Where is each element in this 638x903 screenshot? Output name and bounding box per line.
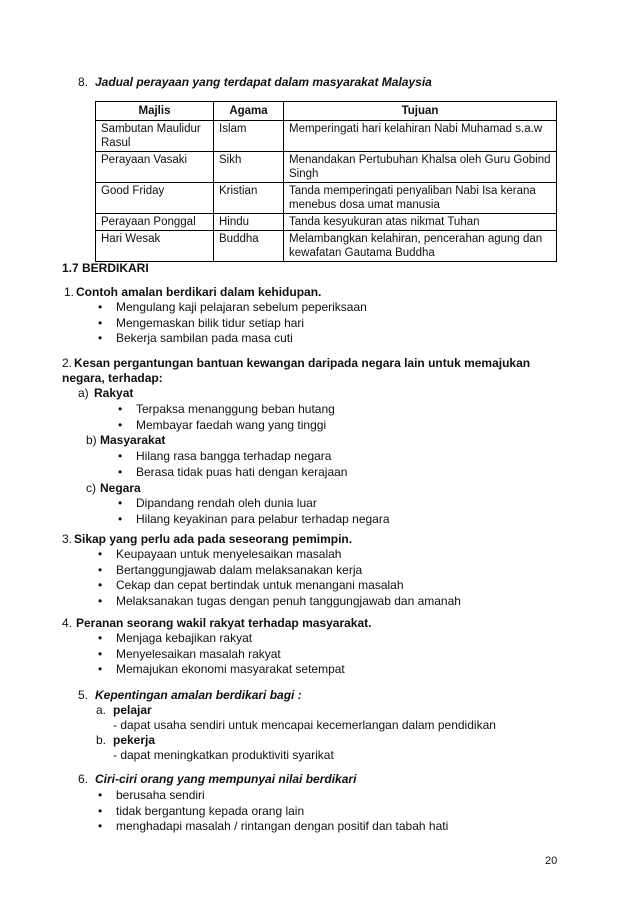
q2-a-title: Rakyat — [94, 386, 134, 400]
table-cell: Buddha — [214, 231, 284, 262]
table-row — [96, 231, 557, 262]
table-cell: Memperingati hari kelahiran Nabi Muhamad s.a.w — [284, 121, 557, 152]
table-cell: Hari Wesak — [96, 231, 214, 262]
column-header: Tujuan — [284, 102, 557, 121]
list-item: • Hilang rasa bangga terhadap negara — [136, 449, 331, 463]
list-item: • Memajukan ekonomi masyarakat setempat — [116, 662, 345, 676]
table-cell: Melambangkan kelahiran, pencerahan agung dan kewafatan Gautama Buddha — [284, 231, 557, 262]
table-cell: Tanda kesyukuran atas nikmat Tuhan — [284, 214, 557, 231]
list-item: • Bertanggungjawab dalam melaksanakan kerja — [116, 563, 362, 577]
list-item: • Menjaga kebajikan rakyat — [116, 631, 252, 645]
table-cell: Sikh — [214, 152, 284, 183]
list-item: • Cekap dan cepat bertindak untuk menangani masalah — [116, 578, 404, 592]
table-cell: Good Friday — [96, 183, 214, 214]
table-row — [96, 121, 557, 152]
q2-title-line2: negara, terhadap: — [62, 371, 163, 385]
list-item: • Mengulang kaji pelajaran sebelum peperiksaan — [116, 300, 367, 314]
q6-title: Ciri-ciri orang yang mempunyai nilai berdikari — [95, 772, 357, 786]
q1-number: 1. — [64, 285, 75, 299]
column-header: Majlis — [96, 102, 214, 121]
list-item: • berusaha sendiri — [116, 788, 205, 802]
q6-number: 6. — [78, 772, 89, 786]
q5-a-text: - dapat usaha sendiri untuk mencapai kecemerlangan dalam pendidikan — [113, 718, 496, 732]
table-cell: Hindu — [214, 214, 284, 231]
table-cell: Kristian — [214, 183, 284, 214]
list-item: • Berasa tidak puas hati dengan kerajaan — [136, 465, 347, 479]
table-cell: Islam — [214, 121, 284, 152]
list-item: • Hilang keyakinan para pelabur terhadap negara — [136, 512, 390, 526]
table-cell: Menandakan Pertubuhan Khalsa oleh Guru Gobind Singh — [284, 152, 557, 183]
column-header: Agama — [214, 102, 284, 121]
list-item: • Melaksanakan tugas dengan penuh tanggungjawab dan amanah — [116, 594, 461, 608]
list-item: • Mengemaskan bilik tidur setiap hari — [116, 316, 304, 330]
list-item: • menghadapi masalah / rintangan dengan positif dan tabah hati — [116, 819, 448, 833]
q5-a-label: a. — [96, 703, 107, 717]
section-8-number: 8. — [78, 75, 89, 89]
table-row — [96, 214, 557, 231]
table-header-row — [96, 102, 557, 121]
q2-number: 2. — [62, 356, 73, 370]
festival-table — [95, 101, 557, 262]
list-item: • Menyelesaikan masalah rakyat — [116, 647, 281, 661]
q3-number: 3. — [62, 532, 73, 546]
q1-title: Contoh amalan berdikari dalam kehidupan. — [76, 285, 322, 299]
q2-b-title: Masyarakat — [100, 433, 166, 447]
q2-c-title: Negara — [100, 481, 141, 495]
q2-a-label: a) — [78, 386, 89, 400]
q5-b-title: pekerja — [113, 733, 156, 747]
section-heading: 1.7 BERDIKARI — [62, 261, 149, 275]
table-cell: Perayaan Ponggal — [96, 214, 214, 231]
list-item: • Bekerja sambilan pada masa cuti — [116, 331, 293, 345]
q5-number: 5. — [78, 688, 89, 702]
table-cell: Tanda memperingati penyaliban Nabi Isa kerana menebus dosa umat manusia — [284, 183, 557, 214]
q5-a-title: pelajar — [113, 703, 152, 717]
list-item: • tidak bergantung kepada orang lain — [116, 804, 304, 818]
page-number: 20 — [545, 855, 558, 867]
q2-title-line1: Kesan pergantungan bantuan kewangan daripada negara lain untuk memajukan — [74, 356, 531, 370]
list-item: • Terpaksa menanggung beban hutang — [136, 402, 335, 416]
table-cell: Perayaan Vasaki — [96, 152, 214, 183]
q4-title: Peranan seorang wakil rakyat terhadap masyarakat. — [76, 616, 372, 630]
list-item: • Membayar faedah wang yang tinggi — [136, 418, 326, 432]
q2-c-label: c) — [86, 481, 96, 495]
q5-title: Kepentingan amalan berdikari bagi : — [95, 688, 302, 702]
table-row — [96, 152, 557, 183]
section-8-title: Jadual perayaan yang terdapat dalam masyarakat Malaysia — [95, 75, 432, 89]
list-item: • Dipandang rendah oleh dunia luar — [136, 496, 317, 510]
q5-b-label: b. — [96, 733, 107, 747]
q3-title: Sikap yang perlu ada pada seseorang pemimpin. — [74, 532, 353, 546]
q2-b-label: b) — [86, 433, 97, 447]
q4-number: 4. — [62, 616, 73, 630]
table-row — [96, 183, 557, 214]
q5-b-text: - dapat meningkatkan produktiviti syarikat — [113, 748, 334, 762]
table-cell: Sambutan Maulidur Rasul — [96, 121, 214, 152]
list-item: • Keupayaan untuk menyelesaikan masalah — [116, 547, 341, 561]
